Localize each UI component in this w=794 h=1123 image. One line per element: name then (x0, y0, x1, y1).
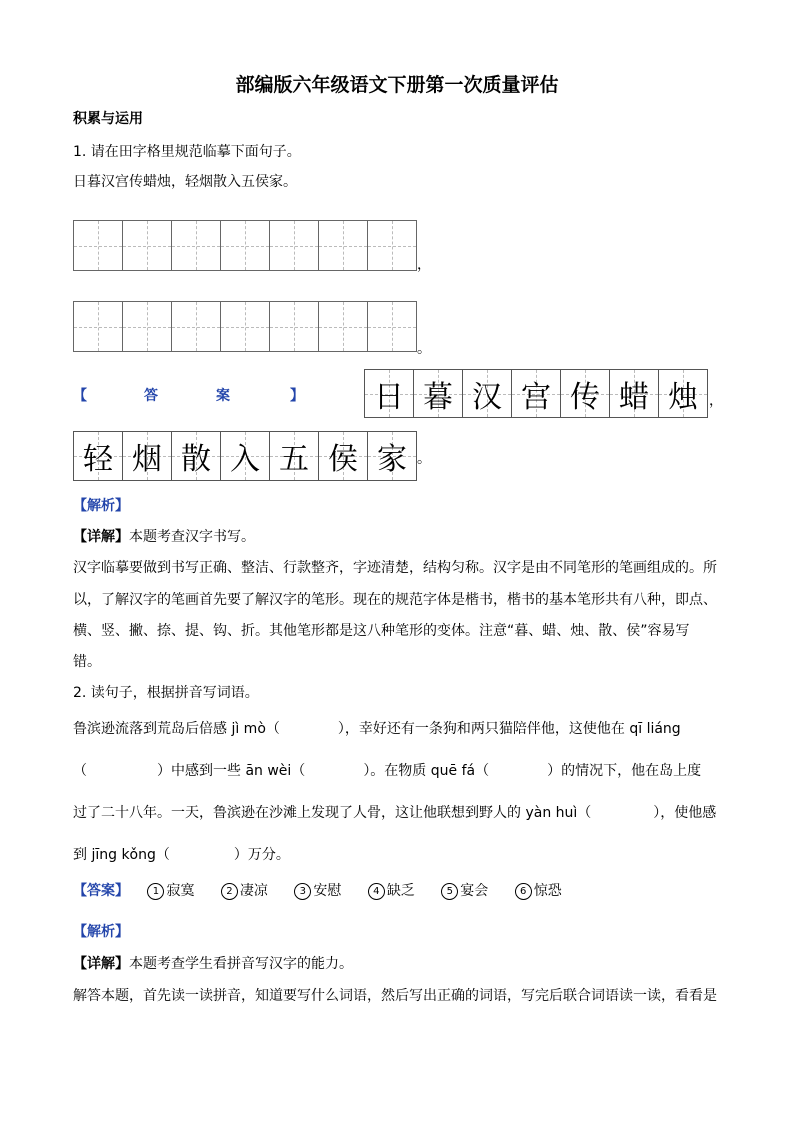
grid-cell[interactable] (172, 302, 221, 351)
q2-answer-row (73, 880, 584, 900)
answer-word: 寂寞 (166, 883, 195, 899)
answer-char: 传 (570, 379, 600, 415)
grid-cell[interactable] (319, 221, 368, 270)
q1-detail-label: 【详解】 (73, 529, 129, 545)
answer-cell (270, 432, 319, 480)
number-circle-icon: 3 (294, 883, 311, 900)
number-circle-icon: 6 (515, 883, 532, 900)
number-circle-icon: 2 (221, 883, 238, 900)
answer-label-open: 【 (73, 388, 87, 404)
q2-line-4 (73, 844, 290, 864)
answer-item (221, 883, 268, 899)
q1-detail (73, 526, 255, 546)
grid-comma: ， (417, 257, 431, 273)
answer-char: 散 (181, 442, 211, 477)
q2-line-1 (73, 718, 681, 738)
grid-cell[interactable] (74, 302, 123, 351)
grid-cell[interactable] (74, 221, 123, 270)
answer-label-char-1: 答 (144, 388, 158, 404)
q2-detail-text: 本题考查学生看拼音写汉字的能力。 (129, 956, 353, 972)
q2-line-2-c: ）。在物质 quē fá（ (363, 763, 490, 779)
q1-sentence: 日暮汉宫传蜡烛，轻烟散入五侯家。 (73, 174, 297, 190)
answer-char: 宫 (521, 379, 551, 415)
answer-char: 五 (279, 442, 309, 477)
q2-line-3-a: 过了二十八年。一天，鲁滨逊在沙滩上发现了人骨，这让他联想到野人的 yàn huì（ (73, 805, 592, 821)
answer-cell (123, 432, 172, 480)
answer-grid-row-2 (73, 431, 417, 481)
answer-cell (659, 370, 708, 417)
q2-para-line-1: 解答本题，首先读一读拼音，知道要写什么词语，然后写出正确的词语，写完后联合词语读一读，看看是 (73, 988, 717, 1004)
answer-cell (221, 432, 270, 480)
grid-cell[interactable] (270, 221, 319, 270)
q1-para-line-4: 错。 (73, 654, 101, 670)
answer-char: 蜡 (619, 379, 649, 415)
grid-cell[interactable] (123, 302, 172, 351)
q1-para-line-1: 汉字临摹要做到书写正确、整洁、行款整齐，字迹清楚，结构匀称。汉字是由不同笔形的笔画组成的。所 (73, 560, 717, 576)
answer-char: 入 (230, 442, 260, 477)
q2-line-4-a: 到 jīng kǒng（ (73, 847, 170, 863)
answer-item (515, 883, 562, 899)
q2-line-1-a: 鲁滨逊流落到荒岛后倍感 jì mò（ (73, 721, 280, 737)
q1-prompt: 1. 请在田字格里规范临摹下面句子。 (73, 144, 301, 160)
grid-cell[interactable] (123, 221, 172, 270)
q2-line-4-b: ）万分。 (233, 847, 290, 863)
practice-grid-row-2[interactable] (73, 301, 417, 352)
answer-word: 安慰 (313, 883, 342, 899)
number-circle-icon: 5 (441, 883, 458, 900)
answer-grid-row-1 (364, 369, 708, 418)
number-circle-icon: 1 (147, 883, 164, 900)
q2-line-1-b: ），幸好还有一条狗和两只猫陪伴他，这使他在 qī liáng (337, 721, 681, 737)
answer-label-close: 】 (290, 388, 304, 404)
q2-analysis-label: 【解析】 (73, 924, 129, 940)
practice-grid-row-1[interactable] (73, 220, 417, 271)
q1-detail-text: 本题考查汉字书写。 (129, 529, 255, 545)
q1-para-line-3: 横、竖、撇、捺、提、钩、折。其他笔形都是这八种笔形的变体。注意“暮、蜡、烛、散、侯”容易写 (73, 623, 690, 639)
answer-char: 汉 (472, 379, 502, 415)
q2-answer-label: 【答案】 (73, 883, 129, 899)
answer-period: 。 (417, 451, 431, 467)
q1-para-line-2: 以，了解汉字的笔画首先要了解汉字的笔形。现在的规范字体是楷书，楷书的基本笔形共有八种，即点、 (73, 592, 717, 608)
q2-detail-label: 【详解】 (73, 956, 129, 972)
answer-item (441, 883, 488, 899)
answer-char: 烛 (668, 379, 698, 415)
answer-cell (365, 370, 414, 417)
grid-cell[interactable] (221, 302, 270, 351)
grid-period: 。 (417, 341, 431, 357)
answer-cell (74, 432, 123, 480)
grid-cell[interactable] (368, 221, 417, 270)
answer-word: 惊恐 (533, 883, 562, 899)
answer-item (368, 883, 415, 899)
q2-line-3 (73, 802, 716, 822)
q2-line-2-b: ）中感到一些 ān wèi（ (157, 763, 306, 779)
q2-detail (73, 953, 353, 973)
answer-char: 侯 (328, 442, 358, 477)
q2-line-2-d: ）的情况下，他在岛上度 (547, 763, 702, 779)
answer-label-char-2: 案 (216, 388, 230, 404)
answer-cell (512, 370, 561, 417)
answer-cell (561, 370, 610, 417)
answer-word: 宴会 (460, 883, 489, 899)
grid-cell[interactable] (221, 221, 270, 270)
answer-char: 烟 (132, 442, 162, 477)
grid-cell[interactable] (319, 302, 368, 351)
answer-word: 凄凉 (239, 883, 268, 899)
q1-analysis-label: 【解析】 (73, 498, 129, 514)
q2-line-3-b: ），使他感 (653, 805, 717, 821)
answer-item (294, 883, 341, 899)
grid-cell[interactable] (270, 302, 319, 351)
answer-cell (610, 370, 659, 417)
q2-line-2-a: （ (73, 763, 87, 779)
answer-comma: ， (709, 393, 723, 409)
answer-char: 暮 (423, 379, 453, 415)
answer-cell (319, 432, 368, 480)
q2-line-2 (73, 760, 701, 780)
answer-cell (414, 370, 463, 417)
answer-char: 家 (377, 442, 407, 477)
answer-cell (368, 432, 417, 480)
answer-cell (463, 370, 512, 417)
page-title: 部编版六年级语文下册第一次质量评估 (235, 74, 559, 96)
answer-char: 日 (374, 379, 404, 415)
answer-word: 缺乏 (386, 883, 415, 899)
answer-cell (172, 432, 221, 480)
answer-char: 轻 (83, 442, 113, 477)
grid-cell[interactable] (368, 302, 417, 351)
number-circle-icon: 4 (368, 883, 385, 900)
grid-cell[interactable] (172, 221, 221, 270)
answer-item (147, 883, 194, 899)
section-heading: 积累与运用 (73, 111, 143, 127)
q2-prompt: 2. 读句子，根据拼音写词语。 (73, 685, 259, 701)
